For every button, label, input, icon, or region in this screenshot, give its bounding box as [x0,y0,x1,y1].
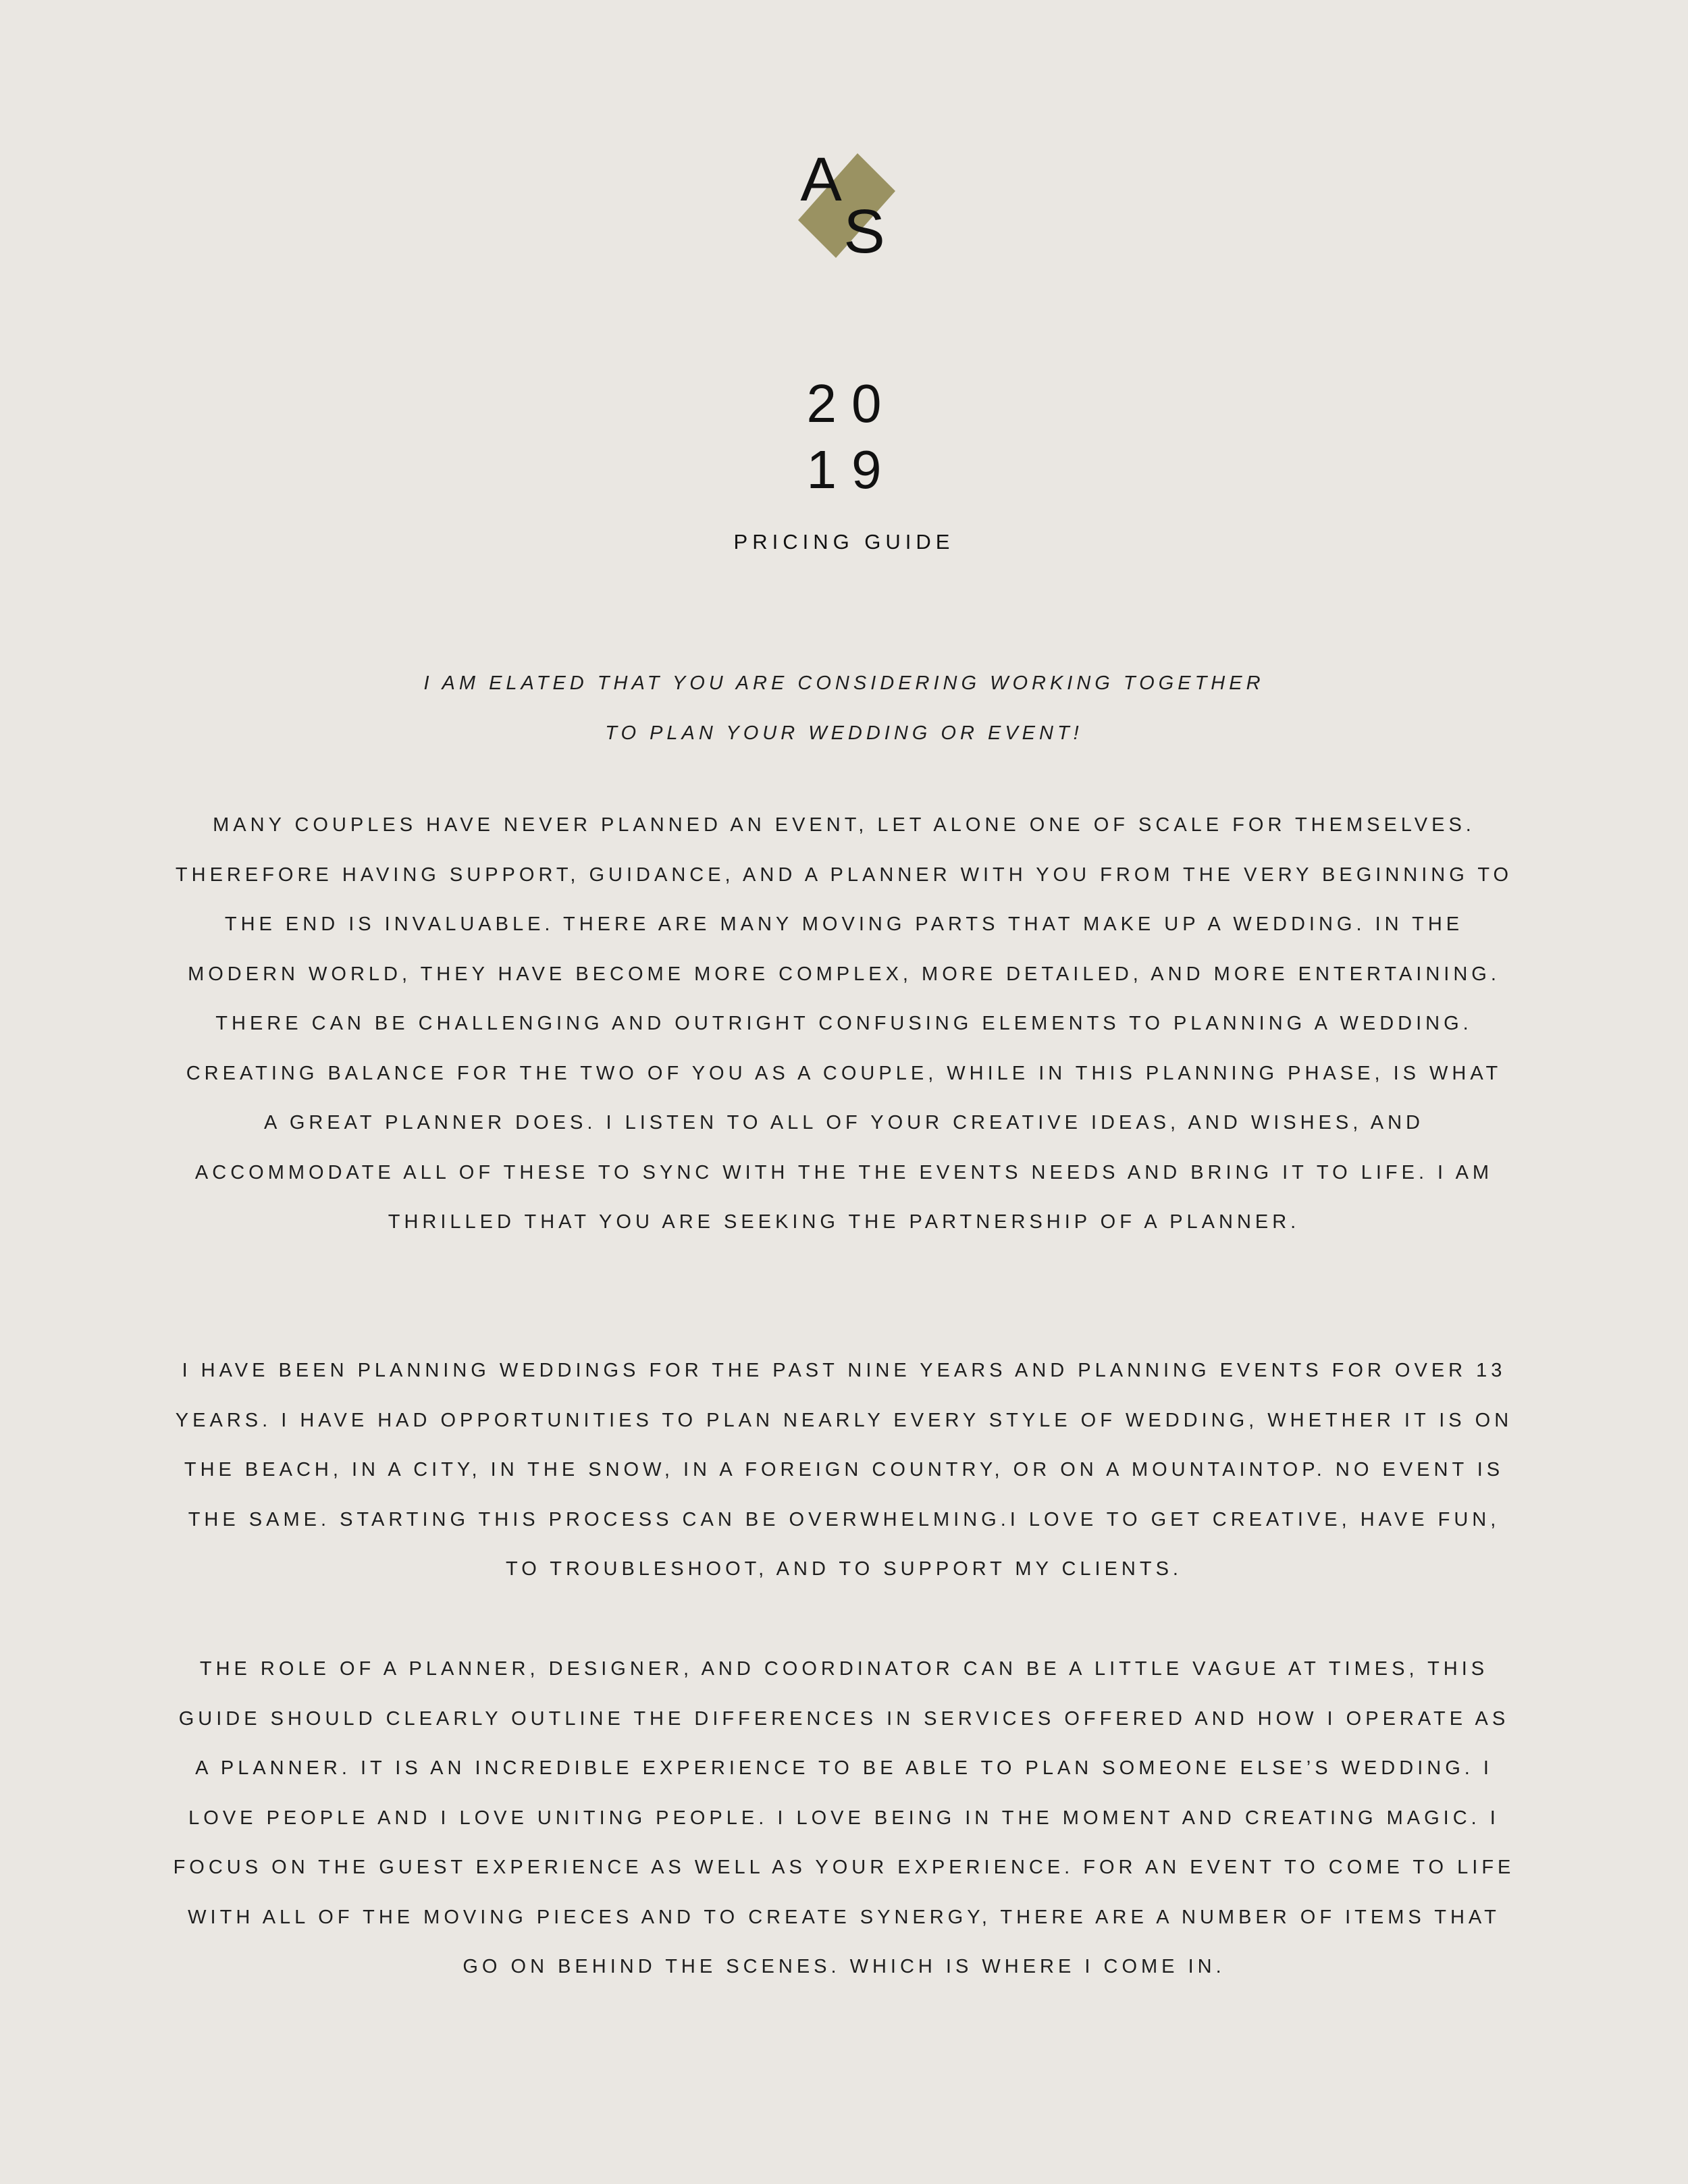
paragraph-line: WITH ALL OF THE MOVING PIECES AND TO CREATE SYNERGY, THERE ARE A NUMBER OF ITEMS THAT [188,1906,1500,1928]
body-paragraph-3 [101,1645,1587,1992]
as-monogram-logo [776,142,912,277]
paragraph-line: FOCUS ON THE GUEST EXPERIENCE AS WELL AS YOUR EXPERIENCE. FOR AN EVENT TO COME TO LIFE [173,1857,1515,1878]
paragraph-line: LOVE PEOPLE AND I LOVE UNITING PEOPLE. I LOVE BEING IN THE MOMENT AND CREATING MAGIC. I [188,1807,1500,1829]
paragraph-line: THE ROLE OF A PLANNER, DESIGNER, AND COORDINATOR CAN BE A LITTLE VAGUE AT TIMES, THIS [199,1658,1489,1680]
logo-letter-s: S [843,197,885,266]
body-paragraph-1 [101,801,1587,1248]
intro-line: TO PLAN YOUR WEDDING OR EVENT! [605,722,1083,744]
paragraph-line: CREATING BALANCE FOR THE TWO OF YOU AS A COUPLE, WHILE IN THIS PLANNING PHASE, IS WHAT [186,1062,1502,1084]
paragraph-line: THE BEACH, IN A CITY, IN THE SNOW, IN A FOREIGN COUNTRY, OR ON A MOUNTAINTOP. NO EVENT IS [184,1459,1504,1481]
paragraph-line: THRILLED THAT YOU ARE SEEKING THE PARTNERSHIP OF A PLANNER. [388,1211,1300,1233]
paragraph-line: THE END IS INVALUABLE. THERE ARE MANY MOVING PARTS THAT MAKE UP A WEDDING. IN THE [224,913,1464,935]
body-paragraph-2 [101,1346,1587,1595]
paragraph-line: TO TROUBLESHOOT, AND TO SUPPORT MY CLIENTS. [506,1558,1182,1580]
paragraph-line: ACCOMMODATE ALL OF THESE TO SYNC WITH THE THE EVENTS NEEDS AND BRING IT TO LIFE. I AM [194,1161,1494,1183]
paragraph-line: MANY COUPLES HAVE NEVER PLANNED AN EVENT, LET ALONE ONE OF SCALE FOR THEMSELVES. [213,814,1475,836]
logo-letter-a: A [800,145,842,214]
paragraph-line: A PLANNER. IT IS AN INCREDIBLE EXPERIENCE TO BE ABLE TO PLAN SOMEONE ELSE’S WEDDING. I [195,1757,1493,1779]
paragraph-line: YEARS. I HAVE HAD OPPORTUNITIES TO PLAN NEARLY EVERY STYLE OF WEDDING, WHETHER IT IS ON [175,1409,1513,1431]
paragraph-line: I HAVE BEEN PLANNING WEDDINGS FOR THE PAST NINE YEARS AND PLANNING EVENTS FOR OVER 13 [182,1360,1506,1381]
intro-statement [135,658,1553,758]
year-top-digits: 20 [806,373,897,433]
paragraph-line: THE SAME. STARTING THIS PROCESS CAN BE OVERWHELMING.I LOVE TO GET CREATIVE, HAVE FUN, [188,1508,1500,1530]
year-bottom-digits: 19 [806,440,897,500]
intro-line: I AM ELATED THAT YOU ARE CONSIDERING WORKING TOGETHER [423,672,1265,694]
paragraph-line: A GREAT PLANNER DOES. I LISTEN TO ALL OF YOUR CREATIVE IDEAS, AND WISHES, AND [264,1112,1424,1134]
paragraph-line: MODERN WORLD, THEY HAVE BECOME MORE COMPLEX, MORE DETAILED, AND MORE ENTERTAINING. [188,963,1500,985]
page-title: PRICING GUIDE [733,530,955,554]
paragraph-line: THERE CAN BE CHALLENGING AND OUTRIGHT CONFUSING ELEMENTS TO PLANNING A WEDDING. [215,1013,1473,1034]
paragraph-line: GUIDE SHOULD CLEARLY OUTLINE THE DIFFERENCES IN SERVICES OFFERED AND HOW I OPERATE AS [178,1707,1510,1730]
paragraph-line: GO ON BEHIND THE SCENES. WHICH IS WHERE I COME IN. [463,1956,1225,1977]
paragraph-line: THEREFORE HAVING SUPPORT, GUIDANCE, AND A PLANNER WITH YOU FROM THE VERY BEGINNING TO [175,863,1513,886]
